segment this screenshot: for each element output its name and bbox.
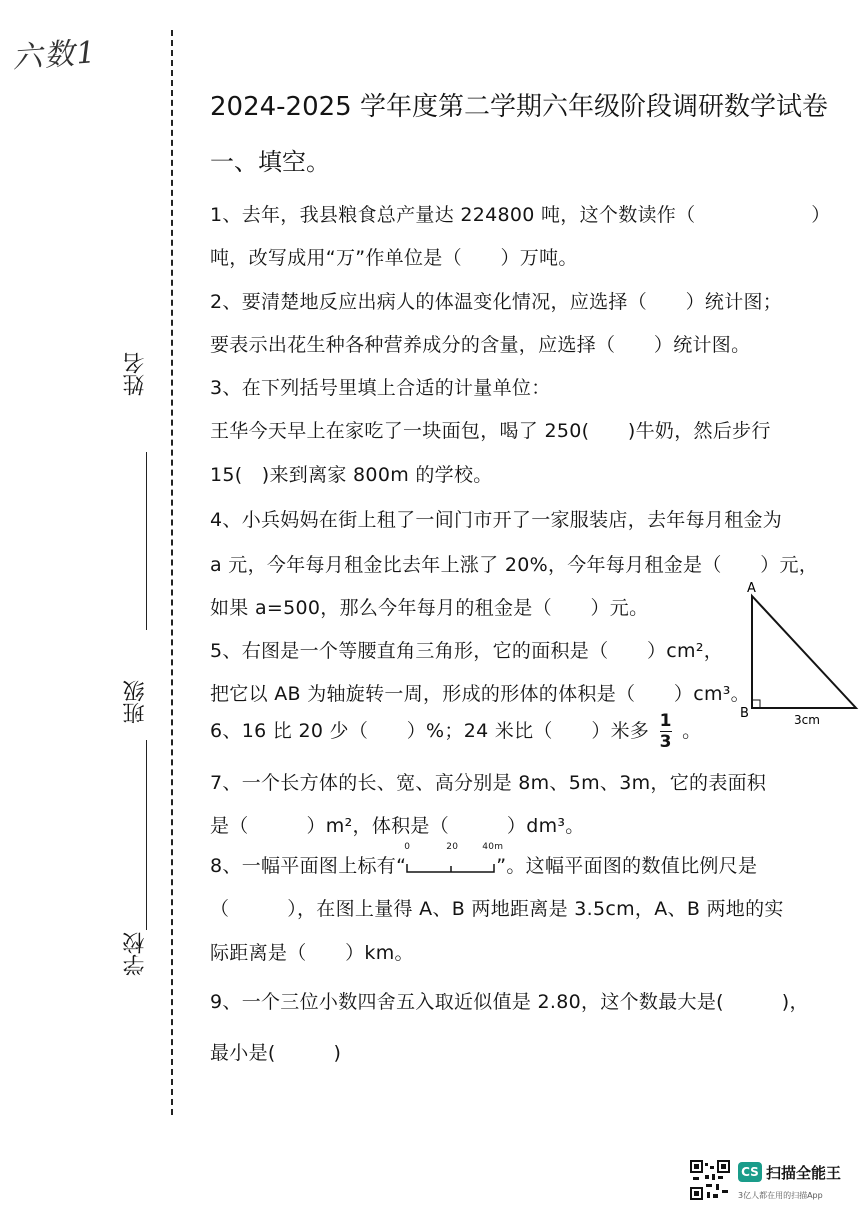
question-7-line-2: 是（ ）m²，体积是（ ）dm³。	[210, 815, 585, 837]
fraction-numerator: 1	[659, 711, 672, 731]
question-2-line-2: 要表示出花生种各种营养成分的含量，应选择（ ）统计图。	[210, 334, 751, 356]
right-angle-mark	[752, 700, 760, 708]
question-5-line-2: 把它以 AB 为轴旋转一周，形成的形体的体积是（ ）cm³。	[210, 683, 750, 705]
fraction-denominator: 3	[659, 732, 672, 752]
question-8-line-1	[210, 841, 758, 878]
name-blank	[146, 452, 147, 630]
vertex-b-label: B	[740, 706, 749, 721]
question-4-line-1: 4、小兵妈妈在街上租了一间门市开了一家服装店，去年每月租金为	[210, 509, 783, 531]
question-6-text: 6、16 比 20 少（ ）%；24 米比（ ）米多	[210, 720, 650, 742]
question-2-line-1: 2、要清楚地反应出病人的体温变化情况，应选择（ ）统计图；	[210, 291, 783, 313]
vertex-a-label: A	[747, 581, 756, 596]
camscanner-logo: CS	[738, 1162, 762, 1182]
scale-ruler-graphic	[406, 856, 496, 878]
scale-tick-20: 20	[446, 841, 459, 852]
scale-tick-0: 0	[404, 841, 411, 852]
scanner-tagline: 3亿人都在用的扫描App	[738, 1191, 823, 1200]
binding-cut-line	[171, 30, 173, 1115]
question-4-line-2: a 元，今年每月租金比去年上涨了 20%，今年每月租金是（ ）元，	[210, 554, 819, 576]
class-blank	[146, 740, 147, 930]
base-length-label: 3cm	[794, 713, 820, 727]
question-7-line-1: 7、一个长方体的长、宽、高分别是 8m、5m、3m，它的表面积	[210, 772, 767, 794]
triangle-shape	[752, 596, 856, 708]
question-3-line-1: 3、在下列括号里填上合适的计量单位：	[210, 377, 551, 399]
question-9-line-2: 最小是( )	[210, 1042, 342, 1064]
question-6-line-1	[210, 712, 701, 751]
fraction-one-third	[660, 712, 672, 751]
name-label: 姓名	[123, 352, 148, 396]
question-8-line-3: 际距离是（ ）km。	[210, 942, 414, 964]
question-5-line-1: 5、右图是一个等腰直角三角形，它的面积是（ ）cm²，	[210, 640, 724, 662]
question-1-line-2: 吨，改写成用“万”作单位是（ ）万吨。	[210, 247, 578, 269]
question-8-text-pre: 8、一幅平面图上标有“	[210, 855, 407, 877]
scale-tick-40m: 40m	[482, 841, 504, 852]
question-6-end: 。	[682, 720, 702, 742]
scale-ruler	[404, 841, 504, 878]
handwritten-note: 六数1	[11, 35, 99, 76]
scanner-brand-name: 扫描全能王	[766, 1164, 842, 1182]
triangle-figure	[738, 578, 860, 728]
class-label: 班级	[123, 680, 148, 724]
question-8-text-post: ”。这幅平面图的数值比例尺是	[496, 855, 758, 877]
question-3-line-3: 15( )来到离家 800m 的学校。	[210, 464, 493, 486]
question-4-line-3: 如果 a=500，那么今年每月的租金是（ ）元。	[210, 597, 649, 619]
exam-title: 2024-2025 学年度第二学期六年级阶段调研数学试卷	[210, 92, 828, 122]
section-title: 一、填空。	[210, 148, 330, 176]
question-1-line-1: 1、去年，我县粮食总产量达 224800 吨，这个数读作（ ）	[210, 204, 831, 226]
school-label: 学校	[123, 932, 148, 976]
question-3-line-2: 王华今天早上在家吃了一块面包，喝了 250( )牛奶，然后步行	[210, 420, 771, 442]
question-8-line-2: （ ），在图上量得 A、B 两地距离是 3.5cm，A、B 两地的实	[210, 898, 784, 920]
qr-code-icon	[690, 1160, 730, 1200]
question-9-line-1: 9、一个三位小数四舍五入取近似值是 2.80，这个数最大是( )，	[210, 991, 809, 1013]
